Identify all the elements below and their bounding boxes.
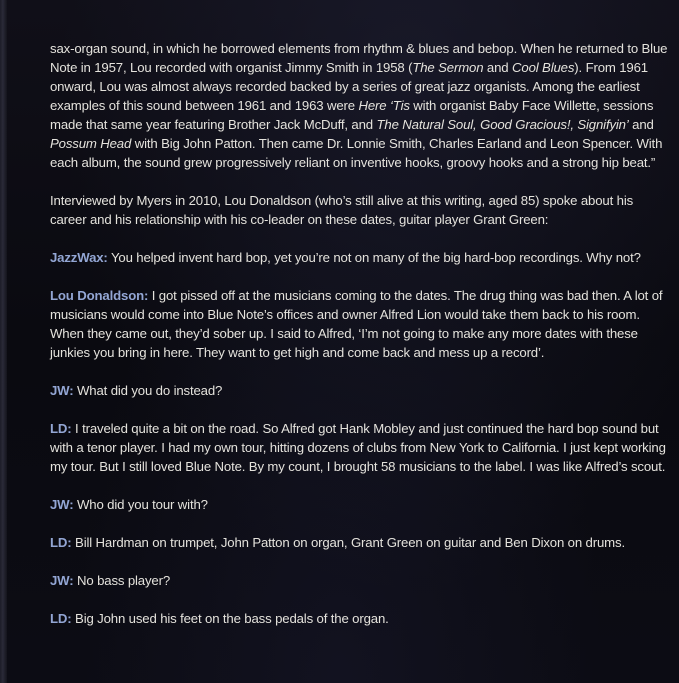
qa-text: You helped invent hard bop, yet you’re not on many of the big hard-bop recordings. Why not? bbox=[107, 250, 641, 265]
qa-paragraph bbox=[50, 609, 672, 628]
album-titles-natural-soul-good-gracious-signifyin: The Natural Soul, Good Gracious!, Signifyin’ bbox=[376, 117, 629, 132]
qa-text: Big John used his feet on the bass pedals of the organ. bbox=[71, 611, 389, 626]
booklet-spine-edge bbox=[0, 0, 7, 683]
intro-text-6: with Big John Patton. Then came Dr. Lonnie Smith, Charles Earland and Leon Spencer. With each album, the sound grew progressively reliant on inventive hooks, groovy hooks and a strong hip beat.” bbox=[50, 136, 663, 170]
qa-text: What did you do instead? bbox=[73, 383, 223, 398]
intro-text-4: with organist Baby Face Willette, sessions made that same year featuring Brother Jack McDuff, and bbox=[50, 98, 654, 132]
interview-intro-paragraph: Interviewed by Myers in 2010, Lou Donaldson (who’s still alive at this writing, aged 85) spoke about his career and his relationship with his co-leader on these dates, guitar player Grant Green: bbox=[50, 193, 634, 227]
speaker-label: JW: bbox=[50, 383, 74, 398]
qa-paragraph bbox=[50, 495, 672, 514]
intro-text-2: and bbox=[483, 60, 513, 75]
speaker-label: LD: bbox=[50, 535, 72, 550]
liner-notes-text bbox=[50, 39, 672, 647]
album-title-here-tis: Here ‘Tis bbox=[358, 98, 410, 113]
speaker-label: JW: bbox=[50, 497, 74, 512]
qa-paragraph bbox=[50, 381, 672, 400]
qa-paragraph bbox=[50, 286, 672, 362]
qa-text: Bill Hardman on trumpet, John Patton on organ, Grant Green on guitar and Ben Dixon on drums. bbox=[71, 535, 625, 550]
album-title-the-sermon: The Sermon bbox=[412, 60, 484, 75]
qa-text: I traveled quite a bit on the road. So Alfred got Hank Mobley and just continued the hard bop sound but with a tenor player. I had my own tour, hitting dozens of clubs from New York to California. I just kept working my tour. But I still loved Blue Note. By my count, I brought 58 musicians to the label. I was like Alfred’s scout. bbox=[50, 421, 666, 474]
album-title-possum-head: Possum Head bbox=[50, 136, 132, 151]
speaker-label: JW: bbox=[50, 573, 74, 588]
speaker-label: JazzWax: bbox=[50, 250, 108, 265]
album-title-cool-blues: Cool Blues bbox=[512, 60, 575, 75]
intro-text-5: and bbox=[628, 117, 654, 132]
qa-paragraph bbox=[50, 419, 672, 476]
speaker-label: Lou Donaldson: bbox=[50, 288, 149, 303]
qa-paragraph bbox=[50, 571, 672, 590]
speaker-label: LD: bbox=[50, 611, 72, 626]
speaker-label: LD: bbox=[50, 421, 72, 436]
qa-text: Who did you tour with? bbox=[73, 497, 208, 512]
qa-paragraph bbox=[50, 248, 672, 267]
intro-text-3: ). From 1961 onward, Lou was almost always recorded backed by a series of great jazz organists. Among the earliest examples of this sound between 1961 and 1963 were bbox=[50, 60, 648, 113]
qa-paragraph bbox=[50, 533, 672, 552]
intro-text-1: sax-organ sound, in which he borrowed elements from rhythm & blues and bebop. When he returned to Blue Note in 1957, Lou recorded with organist Jimmy Smith in 1958 ( bbox=[50, 41, 668, 75]
qa-text: No bass player? bbox=[73, 573, 171, 588]
intro-paragraph bbox=[50, 39, 672, 172]
qa-text: I got pissed off at the musicians coming to the dates. The drug thing was bad then. A lot of musicians would come into Blue Note’s offices and owner Alfred Lion would take them back to his room. When they came out, they’d sober up. I said to Alfred, ‘I’m not going to make any more dates with these junkies you bring in here. They want to get high and come back and mess up a record’. bbox=[50, 288, 663, 360]
